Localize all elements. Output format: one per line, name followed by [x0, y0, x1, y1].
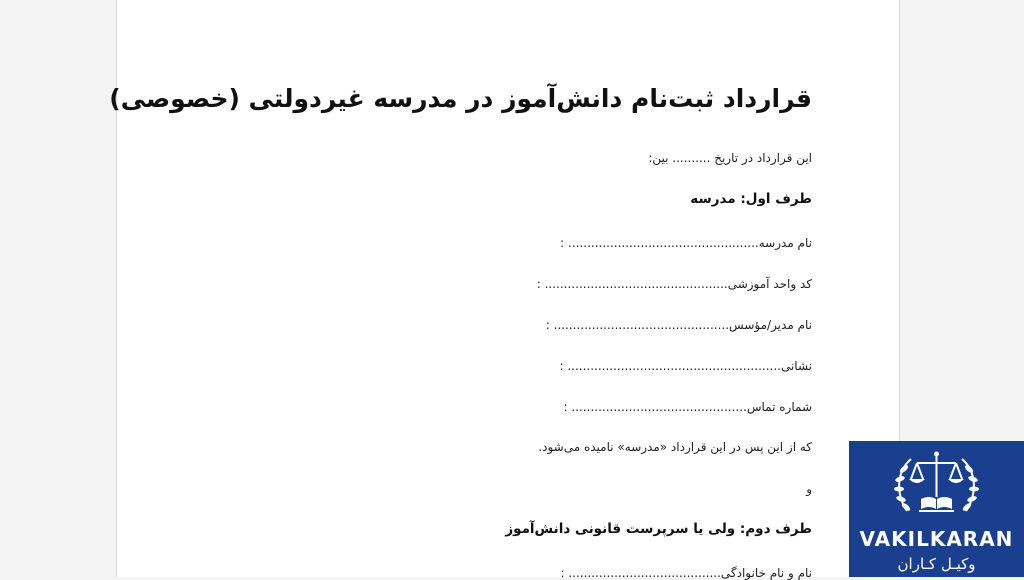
- field-manager-name: نام مدیر/مؤسس.............................................. :: [545, 318, 812, 332]
- field-guardian-name: نام و نام خانوادگی........................................ :: [560, 566, 812, 580]
- logo-brand-en: VAKILKARAN: [859, 527, 1014, 551]
- party1-heading: طرف اول: مدرسه: [690, 191, 812, 207]
- field-unit-code: کد واحد آموزشی................................................ :: [536, 277, 812, 291]
- document-title: قرارداد ثبت‌نام دانش‌آموز در مدرسه غیردولتی (خصوصی): [109, 84, 812, 113]
- intro-text: این قرارداد در تاریخ .......... بین:: [648, 151, 812, 165]
- clause-text: که از این پس در این قرارداد «مدرسه» نامیده می‌شود.: [538, 440, 812, 454]
- document-page: [109, 0, 900, 580]
- party2-heading: طرف دوم: ولی یا سرپرست قانونی دانش‌آموز: [505, 521, 812, 537]
- field-address: نشانی........................................................ :: [559, 359, 812, 373]
- logo-brand-fa: وکیـل کـاران: [897, 555, 976, 573]
- field-phone: شماره تماس.............................................. :: [563, 400, 812, 414]
- field-school-name: نام مدرسه.................................................. :: [560, 236, 812, 250]
- vakilkaran-logo: [849, 441, 1024, 577]
- and-text: و: [806, 482, 812, 496]
